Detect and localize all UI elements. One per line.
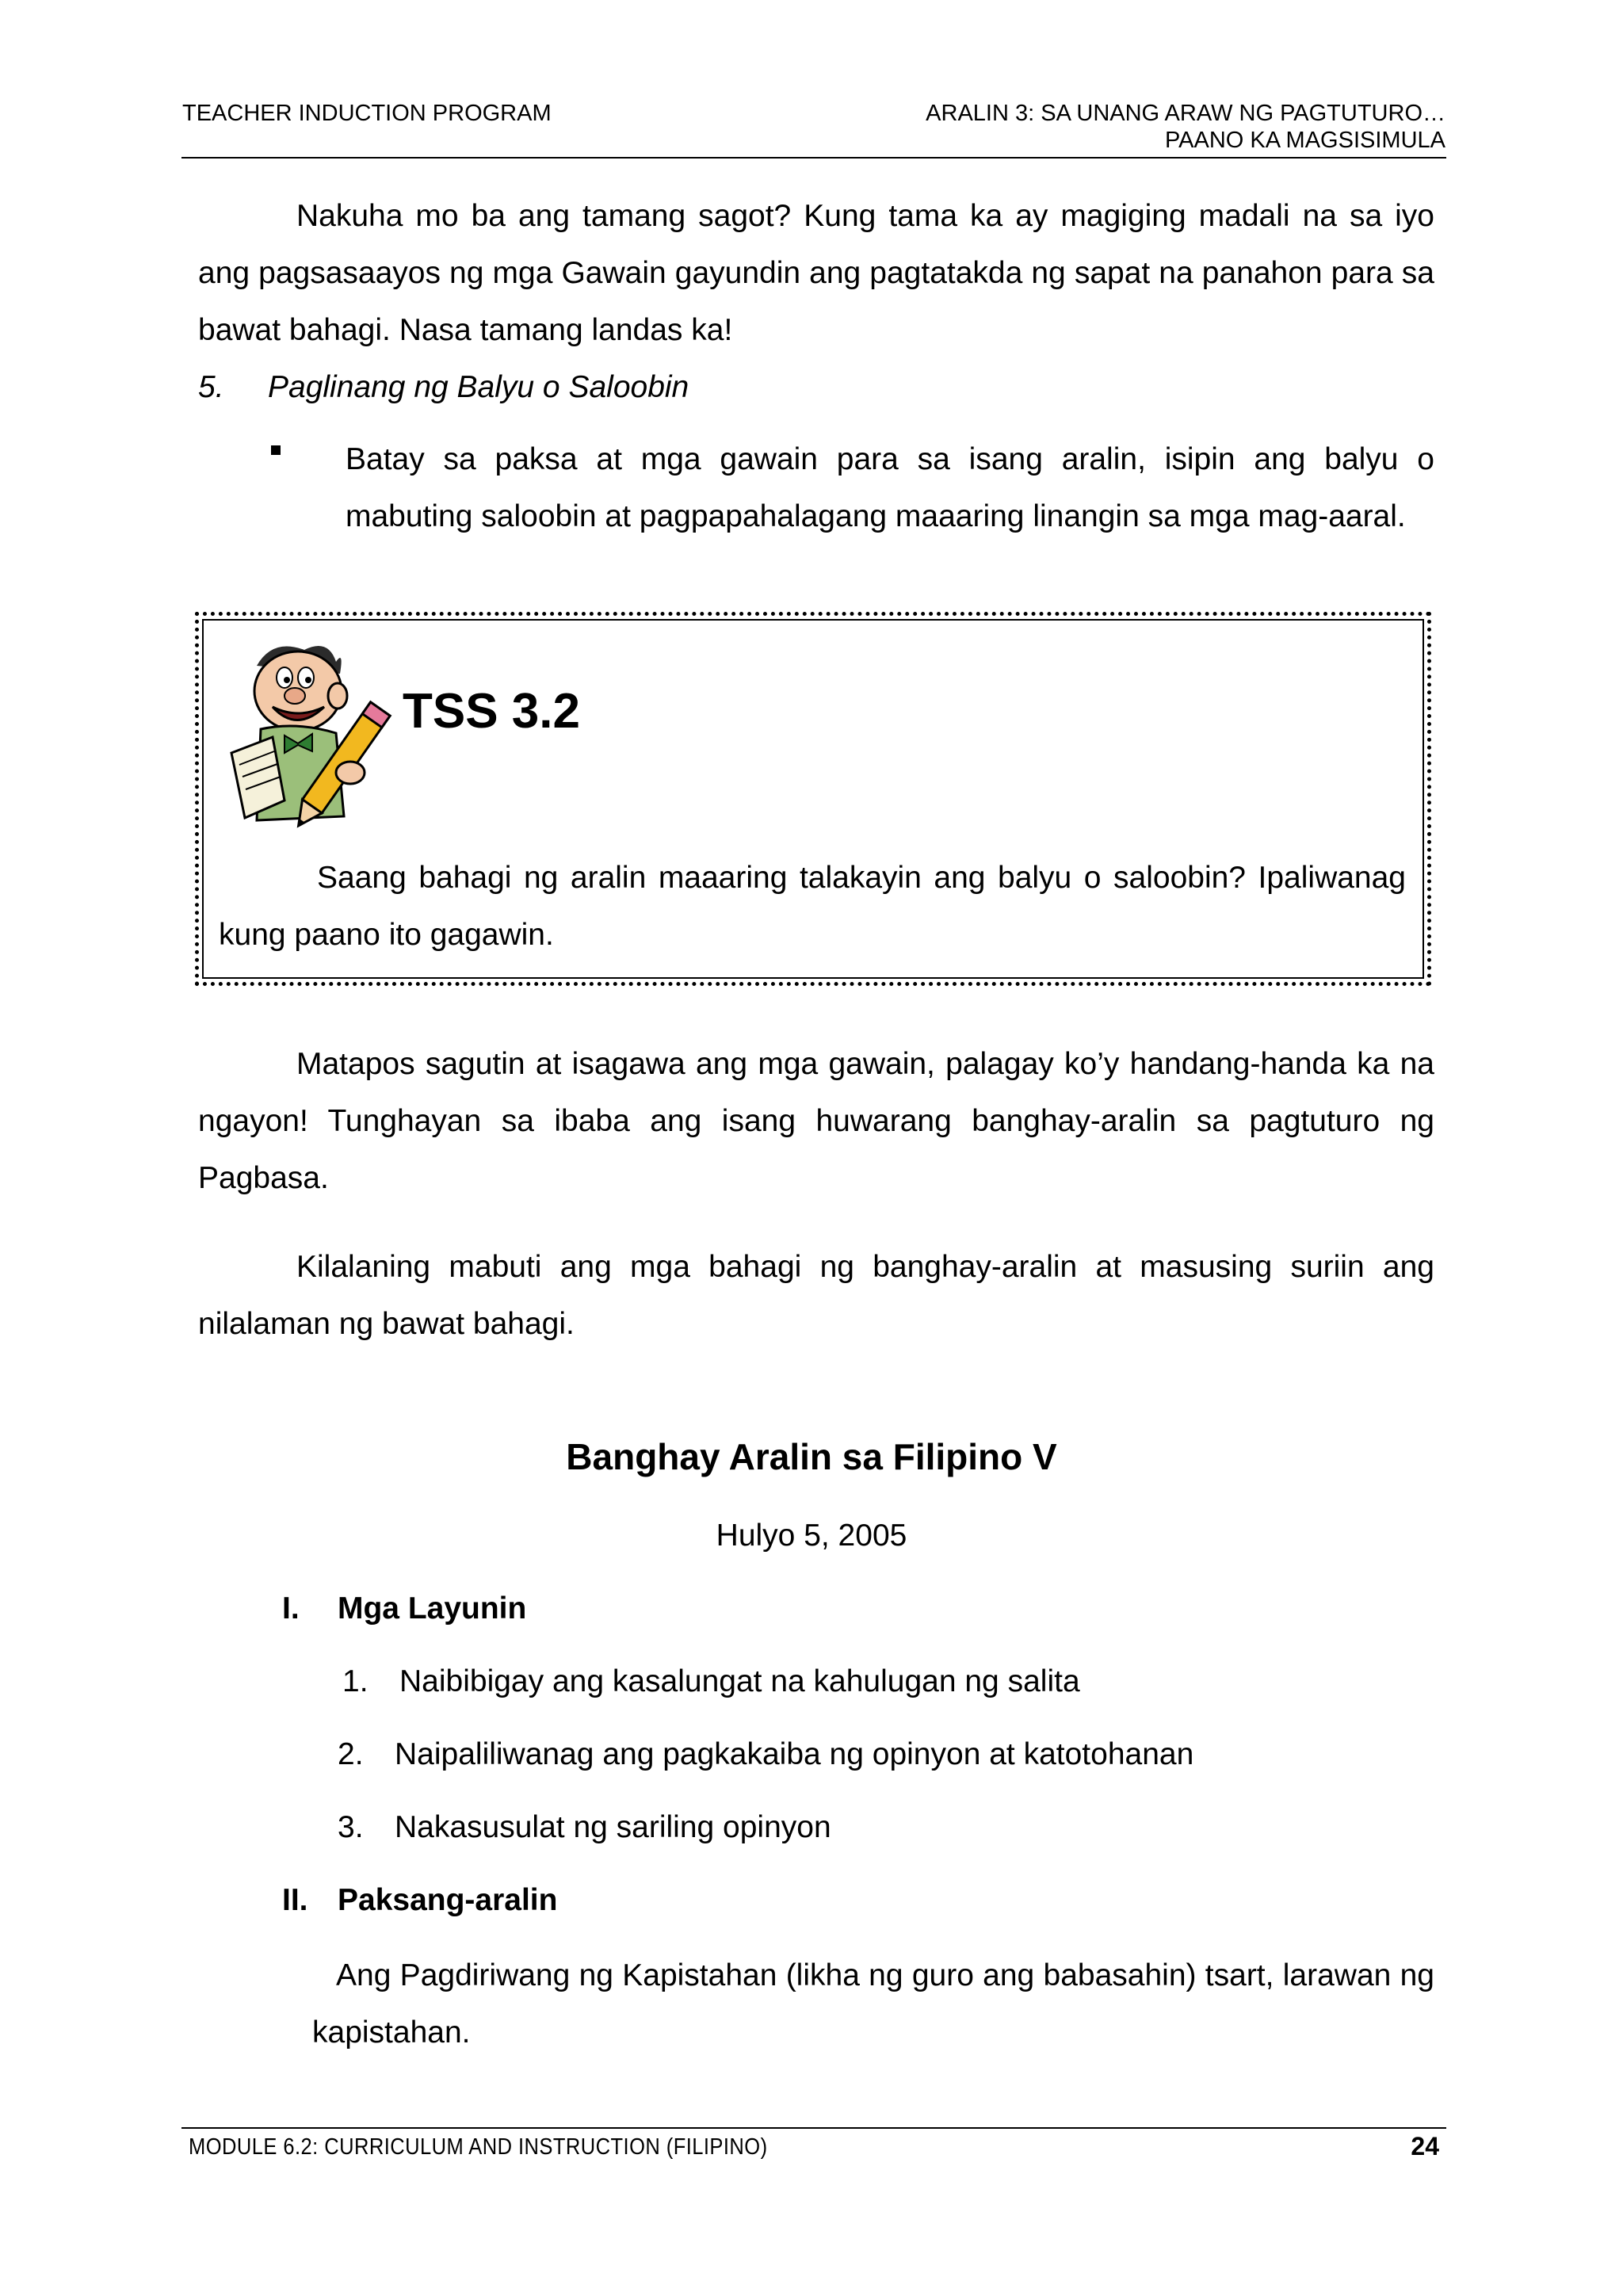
header-rule	[181, 157, 1446, 159]
header-lesson-line2: PAANO KA MAGSISIMULA	[1164, 128, 1445, 153]
materials-paragraph	[312, 1947, 1434, 2061]
objective-number: 2.	[338, 1737, 364, 1771]
item-5-heading	[198, 359, 1434, 416]
intro-paragraph	[198, 188, 1434, 359]
objective-number: 1.	[342, 1664, 369, 1698]
objective-item	[338, 1734, 1193, 1775]
paragraph-3-text: Kilalaning mabuti ang mga bahagi ng banghay-aralin at masusing suriin ang nilalaman ng bawat bahagi.	[198, 1250, 1434, 1341]
lesson-plan-title: Banghay Aralin sa Filipino V	[566, 1436, 1057, 1477]
tss-question-text: Saang bahagi ng aralin maaaring talakayin ang balyu o saloobin? Ipaliwanag kung paano ito gagawin.	[219, 861, 1406, 952]
header-program-title: TEACHER INDUCTION PROGRAM	[182, 101, 552, 126]
objective-item	[342, 1661, 1080, 1702]
section-1-numeral: I.	[282, 1591, 300, 1626]
item-5-title: Paglinang ng Balyu o Saloobin	[268, 370, 689, 404]
section-2-numeral: II.	[282, 1883, 308, 1917]
header-lesson-line1: ARALIN 3: SA UNANG ARAW NG PAGTUTURO…	[926, 101, 1445, 126]
bullet-text: Batay sa paksa at mga gawain para sa isang aralin, isipin ang balyu o mabuting saloobin at pagpapahalagang maaaring linangin sa mga mag-aaral.	[346, 442, 1434, 533]
section-1-title: Mga Layunin	[338, 1591, 527, 1626]
section-2-heading	[282, 1880, 557, 1921]
lesson-plan-date: Hulyo 5, 2005	[716, 1519, 907, 1553]
paragraph-3	[198, 1239, 1434, 1353]
tss-title: TSS 3.2	[403, 684, 580, 739]
page-number: 24	[1411, 2132, 1439, 2160]
footer-rule	[181, 2127, 1446, 2129]
section-2-title: Paksang-aralin	[338, 1883, 558, 1917]
section-1-heading	[282, 1588, 526, 1629]
objective-text: Nakasusulat ng sariling opinyon	[395, 1810, 831, 1844]
objective-item	[338, 1807, 831, 1848]
objective-text: Naipaliliwanag ang pagkakaiba ng opinyon at katotohanan	[395, 1737, 1194, 1771]
cartoon-teacher-with-pencil-icon	[225, 634, 407, 840]
footer-module-title: MODULE 6.2: CURRICULUM AND INSTRUCTION (FILIPINO)	[189, 2134, 768, 2160]
tss-question	[219, 850, 1406, 964]
item-5-number: 5.	[198, 370, 224, 404]
materials-text: Ang Pagdiriwang ng Kapistahan (likha ng guro ang babasahin) tsart, larawan ng kapistahan.	[312, 1958, 1434, 2050]
paragraph-2-text: Matapos sagutin at isagawa ang mga gawain, palagay ko’y handang-handa ka na ngayon! Tunghayan sa ibaba ang isang huwarang banghay-aralin sa pagtuturo ng Pagbasa.	[198, 1047, 1434, 1195]
square-bullet-icon	[271, 445, 281, 455]
intro-text: Nakuha mo ba ang tamang sagot? Kung tama ka ay magiging madali na sa iyo ang pagsasaayos ng mga Gawain gayundin ang pagtatakda ng sapat na panahon para sa bawat bahagi. Nasa tamang landas ka!	[198, 199, 1434, 347]
objective-number: 3.	[338, 1810, 364, 1844]
header-lesson-title	[732, 100, 1445, 154]
objective-text: Naibibigay ang kasalungat na kahulugan ng salita	[399, 1664, 1080, 1698]
paragraph-2	[198, 1036, 1434, 1207]
